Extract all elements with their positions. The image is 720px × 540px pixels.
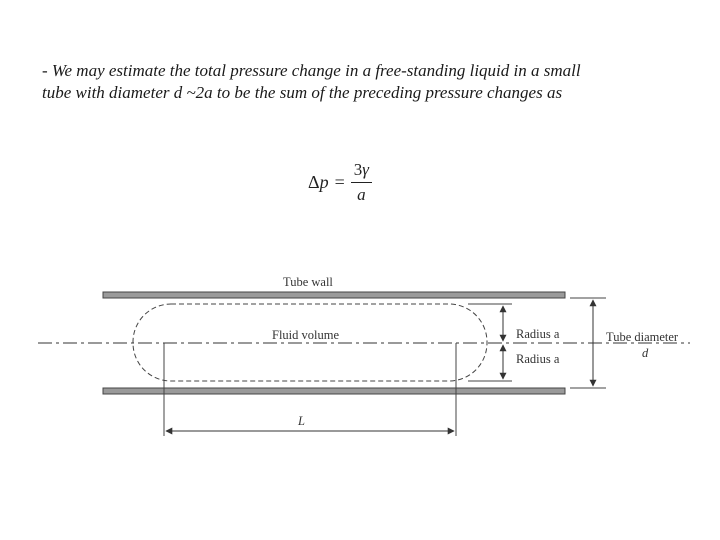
radius-label-bottom: Radius a	[516, 352, 560, 366]
tube-wall-bottom	[103, 388, 565, 394]
tube-wall-top	[103, 292, 565, 298]
intro-text: - We may estimate the total pressure change in a free-standing liquid in a small tube with diameter d ~2a to be the sum of the preceding pressure changes as	[42, 61, 581, 102]
tube-diameter-symbol: d	[642, 346, 649, 360]
formula-p: p	[319, 172, 329, 192]
tube-diameter-label: Tube diameter	[606, 330, 679, 344]
tube-wall-label: Tube wall	[283, 275, 333, 289]
formula-coefficient: 3	[353, 160, 363, 179]
radius-label-top: Radius a	[516, 327, 560, 341]
formula-denominator: a	[357, 185, 366, 204]
formula-equals: =	[334, 172, 345, 192]
formula-delta: Δ	[308, 172, 320, 192]
formula-gamma: γ	[362, 160, 369, 179]
fluid-volume-label: Fluid volume	[272, 328, 340, 342]
length-label: L	[298, 414, 305, 428]
